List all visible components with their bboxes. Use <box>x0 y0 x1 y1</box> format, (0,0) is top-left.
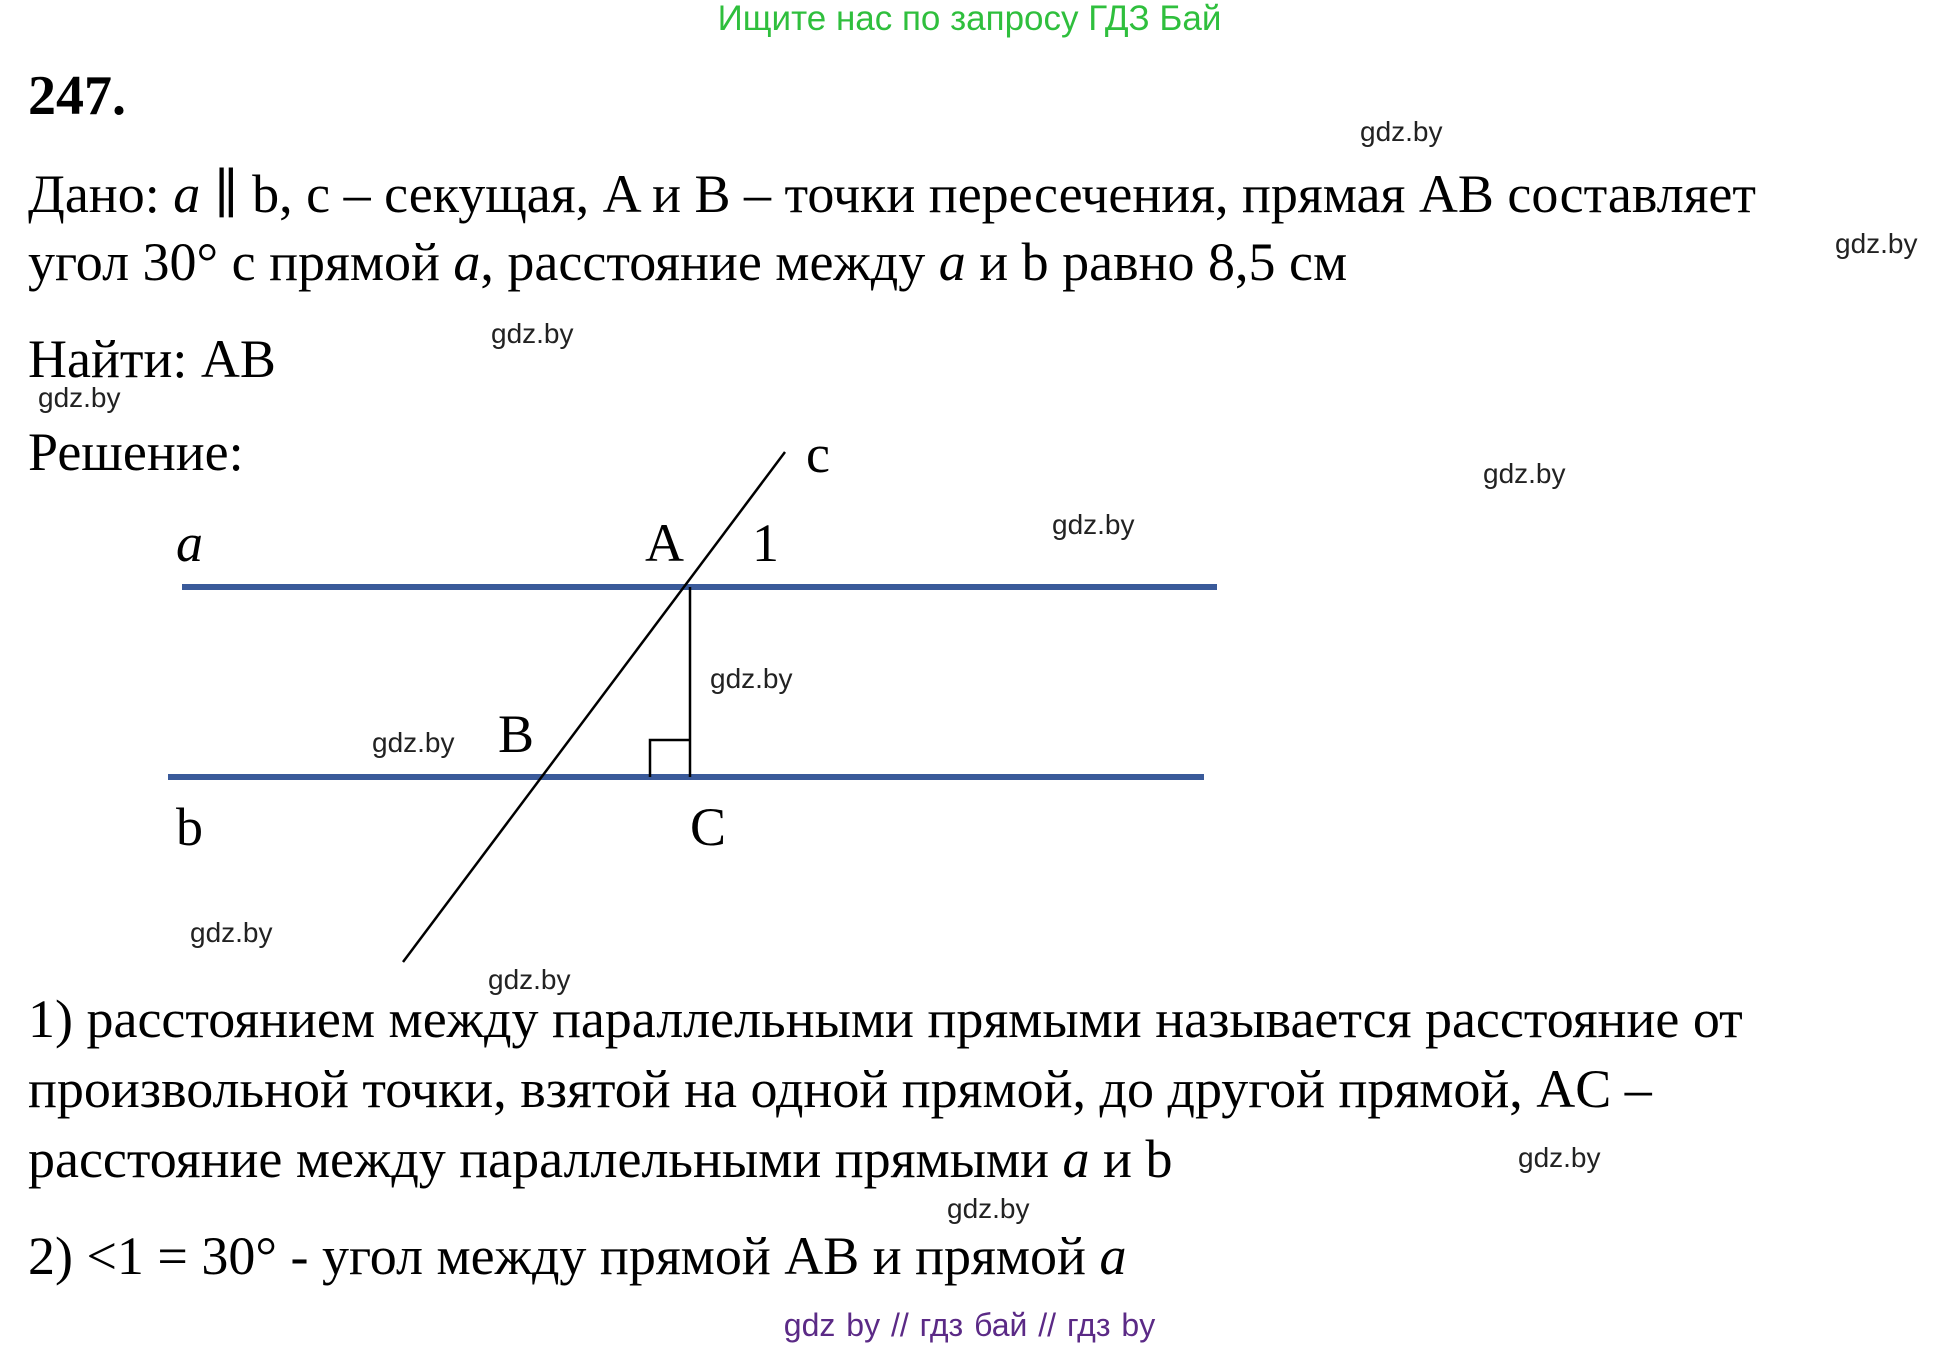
given-text-3: , расстояние между <box>480 232 939 292</box>
step1-line-2: произвольной точки, взятой на одной прямой, до другой прямой, AC – <box>28 1059 1652 1119</box>
watermark: gdz.by <box>1483 458 1566 489</box>
search-banner: Ищите нас по запросу ГДЗ Бай <box>717 0 1222 38</box>
step2-line: 2) <1 = 30° - угол между прямой AB и прямой a <box>28 1226 1127 1286</box>
watermark: gdz.by <box>38 382 121 413</box>
line-a-symbol: a <box>938 232 966 292</box>
watermark: gdz.by <box>947 1193 1030 1224</box>
watermark: gdz.by <box>372 727 455 758</box>
label-point-c: C <box>690 797 727 857</box>
line-a-symbol: a <box>1062 1129 1090 1189</box>
solution-label: Решение: <box>28 422 244 482</box>
watermark: gdz.by <box>488 964 571 995</box>
given-text-4: и b равно 8,5 см <box>965 232 1348 292</box>
label-b: b <box>176 797 203 857</box>
given-text-1: ∥ b, c – секущая, A и B – точки пересечения, прямая AB составляет <box>200 164 1756 224</box>
label-angle-1: 1 <box>752 513 779 573</box>
watermark: gdz.by <box>1518 1142 1601 1173</box>
watermark: gdz.by <box>1835 228 1918 259</box>
given-label: Дано: <box>28 164 174 224</box>
right-angle-mark <box>650 740 690 777</box>
watermark: gdz.by <box>1052 509 1135 540</box>
watermark: gdz.by <box>491 318 574 349</box>
footer-watermark: gdz by // гдз бай // гдз by <box>783 1307 1156 1343</box>
label-a: a <box>176 513 203 573</box>
line-a-symbol: a <box>1099 1226 1127 1286</box>
line-a-symbol: a <box>173 164 201 224</box>
label-point-b: B <box>498 704 535 764</box>
secant-c <box>403 452 785 962</box>
label-c: c <box>806 424 830 484</box>
step1-line-1: 1) расстоянием между параллельными прямыми называется расстояние от <box>28 989 1743 1049</box>
find-line: Найти: AB <box>28 329 276 389</box>
step1-line-3: расстояние между параллельными прямыми a и b <box>28 1129 1173 1189</box>
watermark: gdz.by <box>710 663 793 694</box>
watermark: gdz.by <box>190 917 273 948</box>
label-point-a: A <box>645 513 684 573</box>
problem-number: 247. <box>28 65 126 127</box>
watermark: gdz.by <box>1360 116 1443 147</box>
given-text-2: угол 30° с прямой <box>28 232 454 292</box>
line-a-symbol: a <box>453 232 481 292</box>
